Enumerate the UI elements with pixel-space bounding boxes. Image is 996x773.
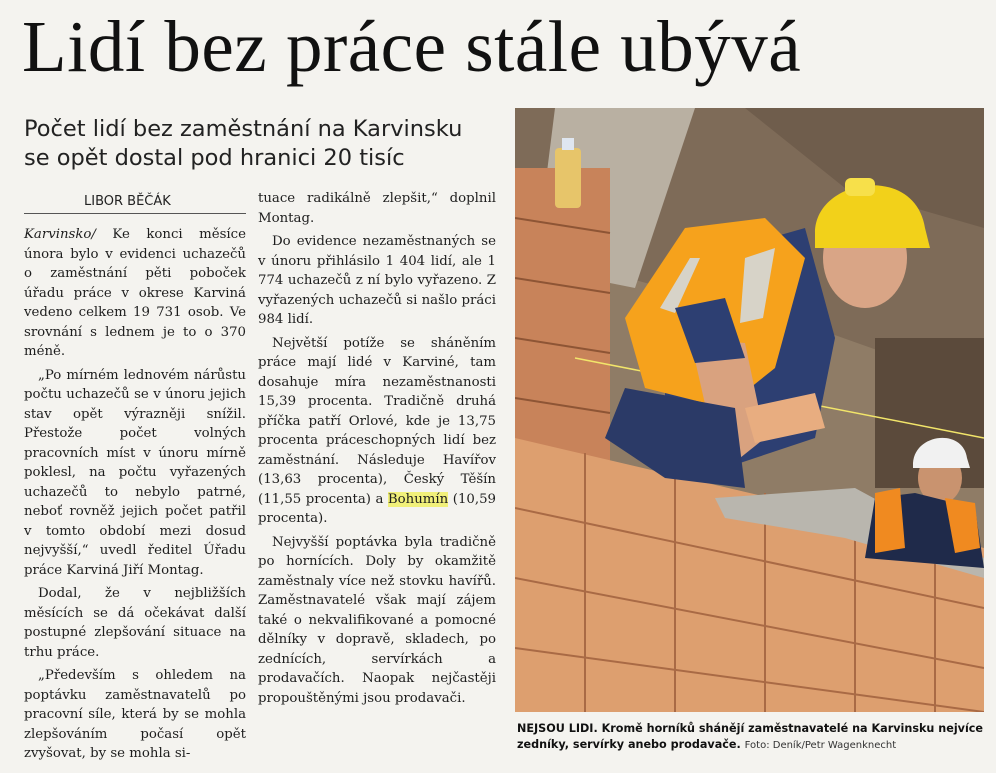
paragraph-text: (10,59 procenta).	[258, 491, 497, 526]
article-column-2	[258, 189, 496, 712]
photo-caption	[517, 721, 987, 754]
caption-text: NEJSOU LIDI. Kromě horníků shánějí zaměstnavatelé na Karvinsku nejvíce zedníky, servírky anebo prodavače.	[517, 722, 984, 751]
subheadline-line-2: se opět dostal pod hranici 20 tisíc	[24, 145, 405, 171]
paragraph-text: Ke konci měsíce února bylo v evidenci uchazečů o zaměstnání pěti poboček úřadu práce v okrese Karviná vedeno celkem 19 731 osob. Ve srovnání s lednem je to o 370 méně.	[24, 227, 246, 359]
photo-illustration	[515, 108, 984, 712]
paragraph: tuace radikálně zlepšit,“ doplnil Montag.	[258, 191, 496, 226]
article-column-1	[24, 225, 246, 768]
paragraph: „Především s ohledem na poptávku zaměstnavatelů po pracovní síle, která by se mohla zlepšováním počasí opět zvyšovat, by se mohla si-	[24, 668, 246, 761]
subheadline	[24, 115, 504, 173]
paragraph	[258, 334, 496, 529]
dateline: Karvinsko/	[24, 227, 96, 242]
headline: Lidí bez práce stále ubývá	[22, 6, 802, 87]
author-byline: LIBOR BĚČÁK	[84, 194, 171, 209]
news-photo-bricklayers	[515, 108, 984, 712]
paragraph: Do evidence nezaměstnaných se v únoru přihlásilo 1 404 lidí, ale 1 774 uchazečů z ní bylo vyřazeno. Z vyřazených uchazečů si našlo práci 984 lidí.	[258, 234, 496, 327]
paragraph: Nejvyšší poptávka byla tradičně po hornících. Doly by okamžitě zaměstnaly více než stovku havířů. Zaměstnavatelé však mají zájem také o nekvalifikované a pomocné dělníky v dopravě, skladech, po zednících, servírkách a prodavačích. Naopak nejčastěji propouštěnými jsou prodavači.	[258, 534, 496, 706]
photo-credit: Foto: Deník/Petr Wagenknecht	[744, 740, 897, 751]
subheadline-line-1: Počet lidí bez zaměstnání na Karvinsku	[24, 116, 463, 142]
byline-divider	[24, 213, 246, 214]
paragraph-text: Největší potíže se sháněním práce mají lidé v Karviné, tam dosahuje míra nezaměstnanosti 15,39 procenta. Tradičně druhá příčka patří Orlové, kde je 13,75 procenta práceschopných lidí bez zaměstnání. Následuje Havířov (13,63 procenta), Český Těšín (11,55 procenta) a	[258, 335, 496, 507]
paragraph	[24, 225, 246, 362]
highlighted-word: Bohumín	[387, 491, 449, 507]
paragraph: Dodal, že v nejbližších měsících se dá očekávat další postupné zlepšování situace na trhu práce.	[24, 586, 246, 660]
paragraph: „Po mírném lednovém nárůstu počtu uchazečů se v únoru jejich stav opět výrazněji snížil. Přestože počet volných pracovních míst v únoru mírně poklesl, na počtu vyřazených uchazečů to nebylo patrné, neboť rovněž jejich počet patřil v tomto období mezi dosud nejvyšší,“ uvedl ředitel Úřadu práce Karviná Jiří Montag.	[24, 367, 246, 578]
